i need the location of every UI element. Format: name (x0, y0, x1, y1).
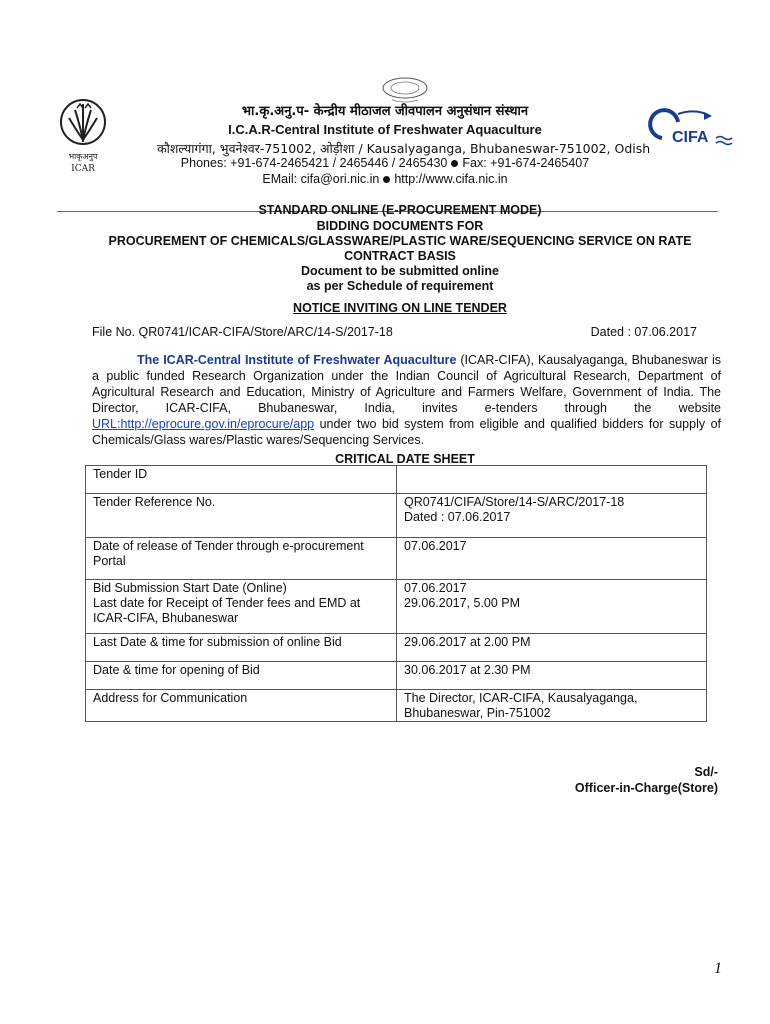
table-row (86, 634, 707, 662)
table-row (86, 538, 707, 580)
doc-title-line-5: Document to be submitted online (301, 264, 499, 278)
table-row (86, 690, 707, 722)
institute-address: कौशल्यागंगा, भुवनेश्वर-751002, ओड़ीशा / Kausalyaganga, Bhubaneswar-751002, Odish (157, 141, 651, 156)
row-label: Date & time for opening of Bid (86, 662, 397, 690)
file-number: File No. QR0741/ICAR-CIFA/Store/ARC/14-S/2017-18 (92, 325, 393, 339)
document-date: Dated : 07.06.2017 (590, 325, 697, 339)
email-address: EMail: cifa@ori.nic.in (262, 172, 380, 186)
paragraph-text-1: (ICAR-CIFA), Kausalyaganga, Bhubaneswar is a public funded Research Organization under the Indian Council of Agricultural Research, Department of Agricultural Research and Education, Ministry of Agriculture and Farmers Welfare, Government of India. The Director, ICAR-CIFA, Bhubaneswar, India, invites e-tenders through the website (92, 353, 722, 415)
bullet-icon (451, 160, 458, 167)
cifa-logo-text: CIFA (672, 129, 709, 146)
row-value: 29.06.2017 at 2.00 PM (397, 634, 707, 662)
table-row (86, 580, 707, 634)
website-link[interactable]: http://www.cifa.nic.in (394, 172, 508, 186)
row-value (397, 466, 707, 494)
row-label: Tender ID (86, 466, 397, 494)
signature-officer: Officer-in-Charge(Store) (574, 781, 718, 795)
institute-english-title: I.C.A.R-Central Institute of Freshwater Aquaculture (228, 122, 542, 137)
row-label: Tender Reference No. (86, 494, 397, 538)
table-row (86, 662, 707, 690)
notice-paragraph (92, 352, 721, 448)
doc-title-line-6: as per Schedule of requirement (306, 279, 494, 293)
doc-title-line-1: STANDARD ONLINE (E-PROCUREMENT MODE) (258, 203, 542, 217)
page-number: 1 (714, 960, 722, 977)
fax-number: Fax: +91-674-2465407 (462, 156, 590, 170)
row-value: 30.06.2017 at 2.30 PM (397, 662, 707, 690)
institute-name: The ICAR-Central Institute of Freshwater Aquaculture (137, 353, 457, 367)
row-value: 07.06.2017 (397, 538, 707, 580)
eprocure-link[interactable]: URL:http://eprocure.gov.in/eprocure/app (92, 417, 315, 431)
row-value: 07.06.2017 29.06.2017, 5.00 PM (397, 580, 707, 634)
critical-date-sheet-title: CRITICAL DATE SHEET (335, 452, 475, 466)
critical-date-table (85, 465, 707, 722)
paragraph-text-2: under two bid system from eligible and qualified bidders for supply of Chemicals/Glass wares/Plastic wares/Sequencing Services. (92, 417, 721, 447)
notice-heading: NOTICE INVITING ON LINE TENDER (293, 301, 507, 315)
row-label: Date of release of Tender through e-procurement Portal (86, 538, 397, 580)
institute-email-line (0, 172, 770, 186)
row-label: Bid Submission Start Date (Online) Last date for Receipt of Tender fees and EMD at ICAR-CIFA, Bhubaneswar (86, 580, 397, 634)
institute-hindi-title: भा.कृ.अनु.प- केन्द्रीय मीठाजल जीवपालन अनुसंधान संस्थान (241, 104, 529, 119)
doc-title-line-3: PROCUREMENT OF CHEMICALS/GLASSWARE/PLASTIC WARE/SEQUENCING SERVICE ON RATE (108, 234, 692, 248)
table-row (86, 494, 707, 538)
doc-title-line-4: CONTRACT BASIS (344, 249, 456, 263)
doc-title-line-2: BIDDING DOCUMENTS FOR (316, 219, 484, 233)
institute-phone-line (0, 156, 770, 170)
file-number-line (92, 325, 697, 339)
row-label: Last Date & time for submission of online Bid (86, 634, 397, 662)
row-label: Address for Communication (86, 690, 397, 722)
icar-logo-text: ICAR (71, 164, 95, 174)
row-value: QR0741/CIFA/Store/14-S/ARC/2017-18 Dated : 07.06.2017 (397, 494, 707, 538)
phone-numbers: Phones: +91-674-2465421 / 2465446 / 2465430 (180, 156, 448, 170)
table-row (86, 466, 707, 494)
bullet-icon (383, 176, 390, 183)
icar-logo-hindi: भाकृअनुप (68, 152, 98, 161)
signature-sd: Sd/- (694, 765, 718, 779)
row-value: The Director, ICAR-CIFA, Kausalyaganga, Bhubaneswar, Pin-751002 (397, 690, 707, 722)
